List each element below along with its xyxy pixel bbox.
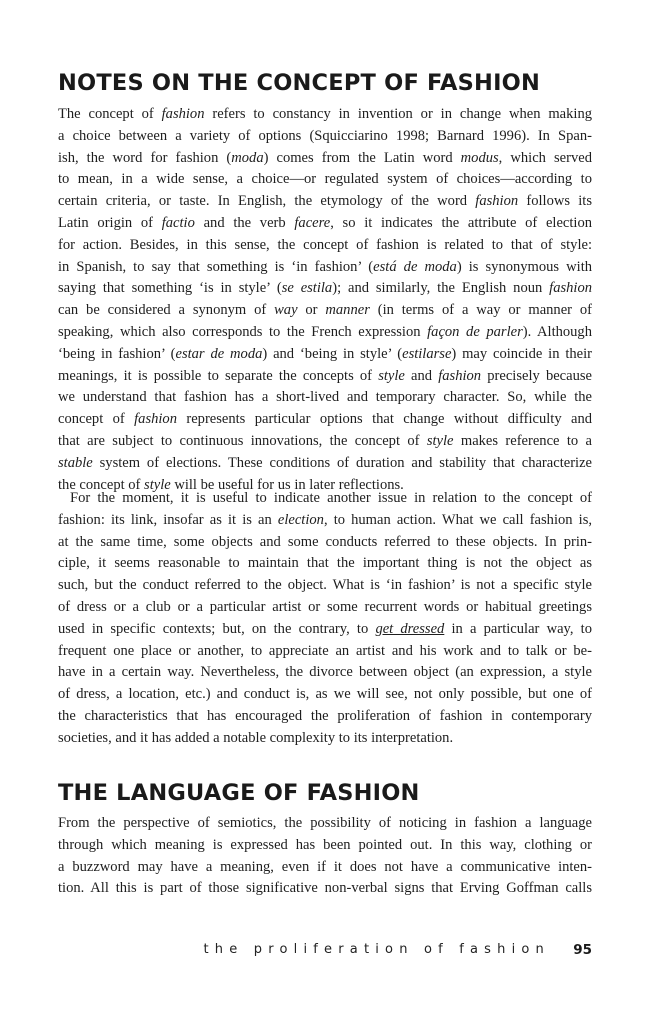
text-line: ‘being in fashion’ (estar de moda) and ‘being in style’ (estilarse) may coincide in their bbox=[58, 345, 592, 362]
text-line: the concept of style will be useful for us in later reflections. bbox=[58, 476, 404, 493]
text-line: can be considered a synonym of way or manner (in terms of a way or manner of bbox=[58, 302, 592, 319]
text-line: a choice between a variety of options (Squicciarino 1998; Barnard 1996). In Span- bbox=[58, 127, 592, 144]
text-line: have in a certain way. Nevertheless, the divorce between object (an expression, a style bbox=[58, 664, 592, 681]
section-heading-notes: NOTES ON THE CONCEPT OF FASHION bbox=[58, 70, 541, 96]
text-line: concept of fashion represents particular options that change without difficulty and bbox=[58, 411, 592, 428]
text-line: of dress, a location, etc.) and conduct is, as we will see, not only possible, but one of bbox=[58, 686, 592, 703]
text-line: certain criteria, or taste. In English, the etymology of the word fashion follows its bbox=[58, 193, 592, 210]
text-line: From the perspective of semiotics, the possibility of noticing in fashion a language bbox=[58, 815, 592, 831]
text-line: for action. Besides, in this sense, the concept of fashion is related to that of style: bbox=[58, 236, 592, 253]
text-line: that are subject to continuous innovations, the concept of style makes reference to a bbox=[58, 432, 592, 449]
text-line: we understand that fashion has a short-lived and temporary character. So, while the bbox=[58, 389, 592, 406]
text-line: in Spanish, to say that something is ‘in fashion’ (está de moda) is synonymous with bbox=[58, 258, 593, 275]
text-line: tion. All this is part of those significative non-verbal signs that Erving Goffman calls bbox=[58, 880, 592, 897]
text-line: meanings, it is possible to separate the concepts of style and fashion precisely because bbox=[58, 367, 592, 384]
text-line: The concept of fashion refers to constancy in invention or in change when making bbox=[58, 106, 592, 122]
section-heading-language: THE LANGUAGE OF FASHION bbox=[58, 780, 420, 806]
text-line: a buzzword may have a meaning, even if it does not have a communicative inten- bbox=[58, 858, 592, 875]
text-line: frequent one place or another, to appreciate an artist and his work and to talk or be- bbox=[58, 642, 592, 659]
running-head: the proliferation of fashion bbox=[203, 942, 550, 957]
text-line: ciple, it seems reasonable to maintain that the important thing is not the object as bbox=[58, 555, 592, 572]
text-line: at the same time, some objects and some conducts referred to these objects. In prin- bbox=[58, 533, 592, 550]
paragraph-notes-on-fashion bbox=[58, 104, 592, 496]
text-line: such, but the conduct referred to the object. What is ‘in fashion’ is not a specific style bbox=[58, 577, 592, 594]
text-line: the characteristics that has encouraged the proliferation of fashion in contemporary bbox=[58, 707, 592, 724]
text-line: ish, the word for fashion (moda) comes from the Latin word modus, which served bbox=[58, 149, 592, 166]
paragraph-fashion-and-action bbox=[58, 488, 592, 750]
text-line: fashion: its link, insofar as it is an election, to human action. What we call fashion is, bbox=[58, 511, 592, 528]
text-line: For the moment, it is useful to indicate another issue in relation to the concept of bbox=[70, 490, 592, 506]
text-line: stable system of elections. These conditions of duration and stability that characterize bbox=[58, 454, 592, 471]
text-line: societies, and it has added a notable complexity to its interpretation. bbox=[58, 729, 454, 746]
text-line: through which meaning is expressed has been pointed out. In this way, clothing or bbox=[58, 836, 592, 853]
page-footer bbox=[0, 938, 650, 962]
text-line: used in specific contexts; but, on the contrary, to get dressed in a particular way, to bbox=[58, 620, 592, 637]
text-line: to mean, in a wide sense, a choice—or regulated system of choices—according to bbox=[58, 171, 592, 188]
text-line: saying that something ‘is in style’ (se estila); and similarly, the English noun fashion bbox=[58, 280, 593, 297]
text-line: speaking, which also corresponds to the French expression façon de parler). Although bbox=[58, 323, 592, 340]
text-line: of dress or a club or a particular artist or some recurrent words or habitual greetings bbox=[58, 598, 592, 615]
page-number: 95 bbox=[573, 942, 592, 958]
text-line: Latin origin of factio and the verb facere, so it indicates the attribute of election bbox=[58, 214, 593, 231]
paragraph-language-of-fashion bbox=[58, 813, 592, 900]
